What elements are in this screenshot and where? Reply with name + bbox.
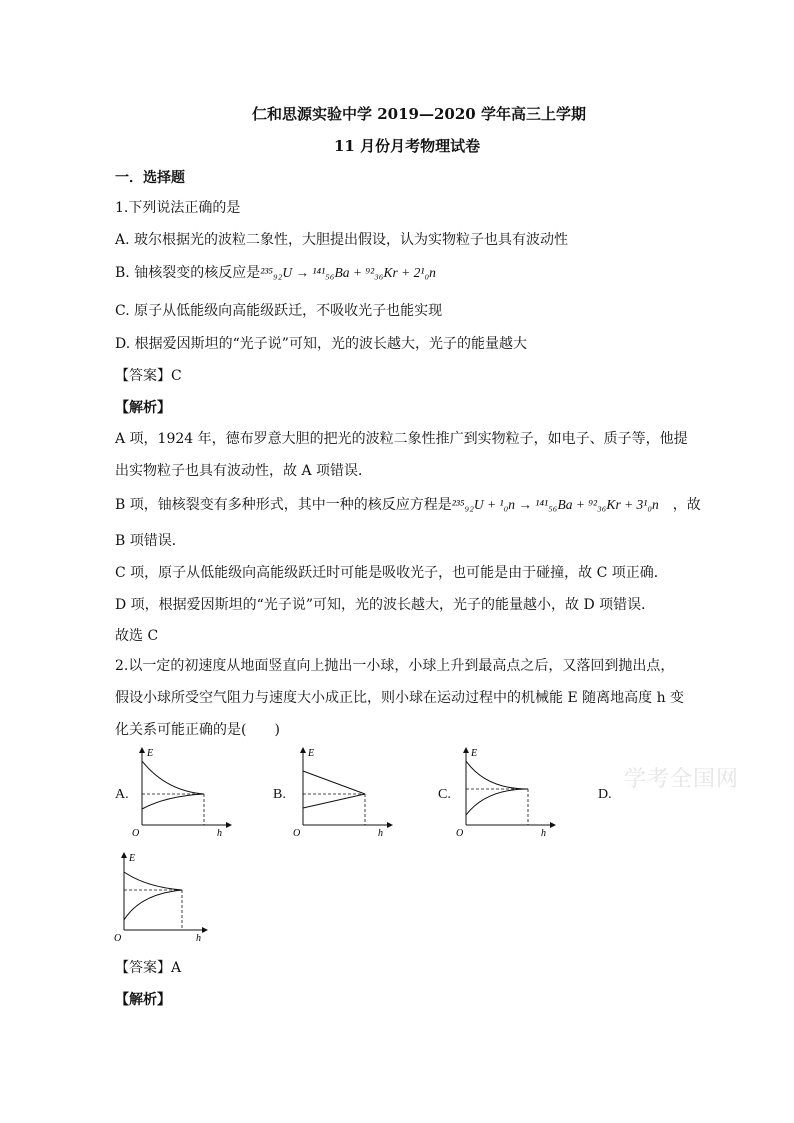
graph-a-h-label: h [217, 828, 222, 837]
q1-analysis-b-line2: B 项错误． [115, 533, 186, 549]
q2-answer: 【答案】A [115, 960, 182, 976]
q2-analysis-heading: 【解析】 [115, 992, 171, 1008]
q1-analysis-a-line1: A 项，1924 年，德布罗意大胆的把光的波粒二象性推广到实物粒子，如电子、质子等，他提 [115, 431, 688, 447]
q1-option-b-equation: ²³⁵₉₂U → ¹⁴¹₅₆Ba + ⁹²₃₆Kr + 2¹₀n [260, 265, 436, 280]
q1-analysis-b-suffix: ，故 [672, 497, 701, 513]
q1-analysis-c: C 项，原子从低能级向高能级跃迁时可能是吸收光子，也可能是由于碰撞，故 C 项正确． [115, 565, 668, 581]
page-title-line1: 仁和思源实验中学 2019—2020 学年高三上学期 [252, 105, 586, 123]
q1-option-b-prefix: B. 铀核裂变的核反应是 [115, 265, 261, 281]
q1-stem: 1.下列说法正确的是 [115, 200, 241, 216]
page-title-line2: 11 月份月考物理试卷 [334, 137, 481, 155]
graph-d [110, 850, 220, 942]
q1-analysis-b-equation: ²³⁵₉₂U + ¹₀n → ¹⁴¹₅₆Ba + ⁹²₃₆Kr + 3¹₀n [451, 497, 659, 512]
graph-b-e-label: E [308, 748, 315, 759]
graph-b-origin-label: O [293, 828, 301, 837]
q2-option-label-c: C. [438, 787, 451, 802]
q1-analysis-b-prefix: B 项，铀核裂变有多种形式，其中一种的核反应方程是 [115, 497, 452, 513]
q2-option-label-b: B. [273, 787, 286, 802]
watermark: 学考全国网 [624, 767, 740, 792]
q2-option-label-d: D. [598, 787, 612, 802]
graph-a [128, 745, 238, 837]
graph-c-origin-label: O [456, 828, 464, 837]
q2-stem-line1: 2.以一定的初速度从地面竖直向上抛出一小球，小球上升到最高点之后，又落回到抛出点， [115, 658, 675, 674]
graph-c-h-label: h [541, 828, 546, 837]
q1-answer: 【答案】C [115, 368, 182, 384]
graph-b [289, 745, 399, 837]
q1-option-b [115, 262, 436, 282]
graph-a-origin-label: O [132, 828, 140, 837]
q1-choice: 故选 C [115, 628, 159, 644]
graph-d-h-label: h [196, 933, 201, 942]
q2-stem-line3: 化关系可能正确的是( ) [115, 722, 280, 738]
q1-analysis-heading: 【解析】 [115, 400, 171, 416]
graph-d-origin-label: O [114, 933, 122, 942]
graph-d-e-label: E [129, 853, 136, 864]
graph-c [452, 745, 562, 837]
graph-b-h-label: h [378, 828, 383, 837]
section-heading: 一．选择题 [115, 170, 185, 186]
q1-option-d: D. 根据爱因斯坦的“光子说”可知，光的波长越大，光子的能量越大 [115, 336, 527, 352]
q2-stem-line2: 假设小球所受空气阻力与速度大小成正比，则小球在运动过程中的机械能 E 随离地高度 h 变 [115, 690, 685, 706]
q1-option-a: A. 玻尔根据光的波粒二象性，大胆提出假设，认为实物粒子也具有波动性 [115, 232, 569, 248]
q1-option-c: C. 原子从低能级向高能级跃迁，不吸收光子也能实现 [115, 303, 443, 319]
q1-analysis-a-line2: 出实物粒子也具有波动性，故 A 项错误． [115, 463, 373, 479]
q1-analysis-d: D 项，根据爱因斯坦的“光子说”可知，光的波长越大，光子的能量越小，故 D 项错误． [115, 597, 656, 613]
graph-a-e-label: E [147, 748, 154, 759]
q1-analysis-b [115, 494, 701, 514]
graph-c-e-label: E [471, 748, 478, 759]
q2-option-label-a: A. [115, 787, 129, 802]
